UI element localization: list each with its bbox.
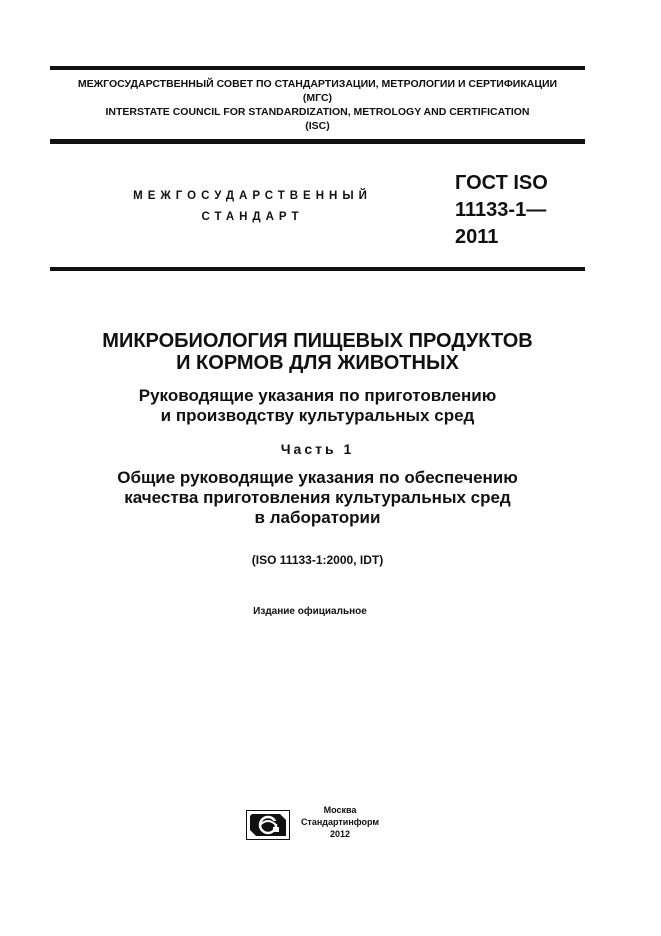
- part-label: Часть 1: [280, 441, 355, 457]
- publisher-block: [292, 804, 388, 840]
- publisher-name: Стандартинформ: [300, 817, 380, 827]
- standard-kind-line1: МЕЖГОСУДАРСТВЕННЫЙ: [133, 190, 372, 202]
- subtitle-line2: и производству культуральных сред: [160, 406, 475, 425]
- title-divider: [50, 267, 585, 271]
- iso-reference: (ISO 11133-1:2000, IDT): [251, 553, 384, 567]
- header-divider: [50, 139, 585, 144]
- designation-line2: 11133-1—: [455, 199, 547, 221]
- main-title-line1: МИКРОБИОЛОГИЯ ПИЩЕВЫХ ПРОДУКТОВ: [102, 330, 533, 352]
- part-title-line1: Общие руководящие указания по обеспечению: [117, 468, 518, 487]
- publisher-year: 2012: [329, 829, 351, 839]
- designation-line1: ГОСТ ISO: [455, 172, 548, 194]
- part-title-line3: в лаборатории: [254, 508, 381, 527]
- standard-kind: [110, 186, 395, 228]
- top-rule: [50, 66, 585, 70]
- standartinform-logo-icon: [246, 810, 290, 840]
- council-header: [50, 77, 585, 133]
- main-title: [40, 330, 595, 374]
- subtitle: [40, 386, 595, 426]
- designation-line3: 2011: [455, 226, 499, 248]
- council-abbr-en: (ISC): [305, 120, 330, 132]
- document-title-block: [40, 330, 595, 568]
- edition-label: Издание официальное: [253, 606, 367, 617]
- council-abbr-ru: (МГС): [302, 92, 333, 104]
- council-name-ru: МЕЖГОСУДАРСТВЕННЫЙ СОВЕТ ПО СТАНДАРТИЗАЦИИ, МЕТРОЛОГИИ И СЕРТИФИКАЦИИ: [77, 78, 558, 90]
- standard-kind-line2: СТАНДАРТ: [201, 211, 304, 223]
- standard-designation: [455, 170, 548, 251]
- part-title-line2: качества приготовления культуральных сред: [124, 488, 511, 507]
- subtitle-line1: Руководящие указания по приготовлению: [138, 386, 497, 405]
- main-title-line2: И КОРМОВ ДЛЯ ЖИВОТНЫХ: [176, 352, 459, 374]
- part-title: [40, 468, 595, 528]
- council-name-en: INTERSTATE COUNCIL FOR STANDARDIZATION, METROLOGY AND CERTIFICATION: [105, 106, 530, 118]
- publisher-city: Москва: [323, 805, 357, 815]
